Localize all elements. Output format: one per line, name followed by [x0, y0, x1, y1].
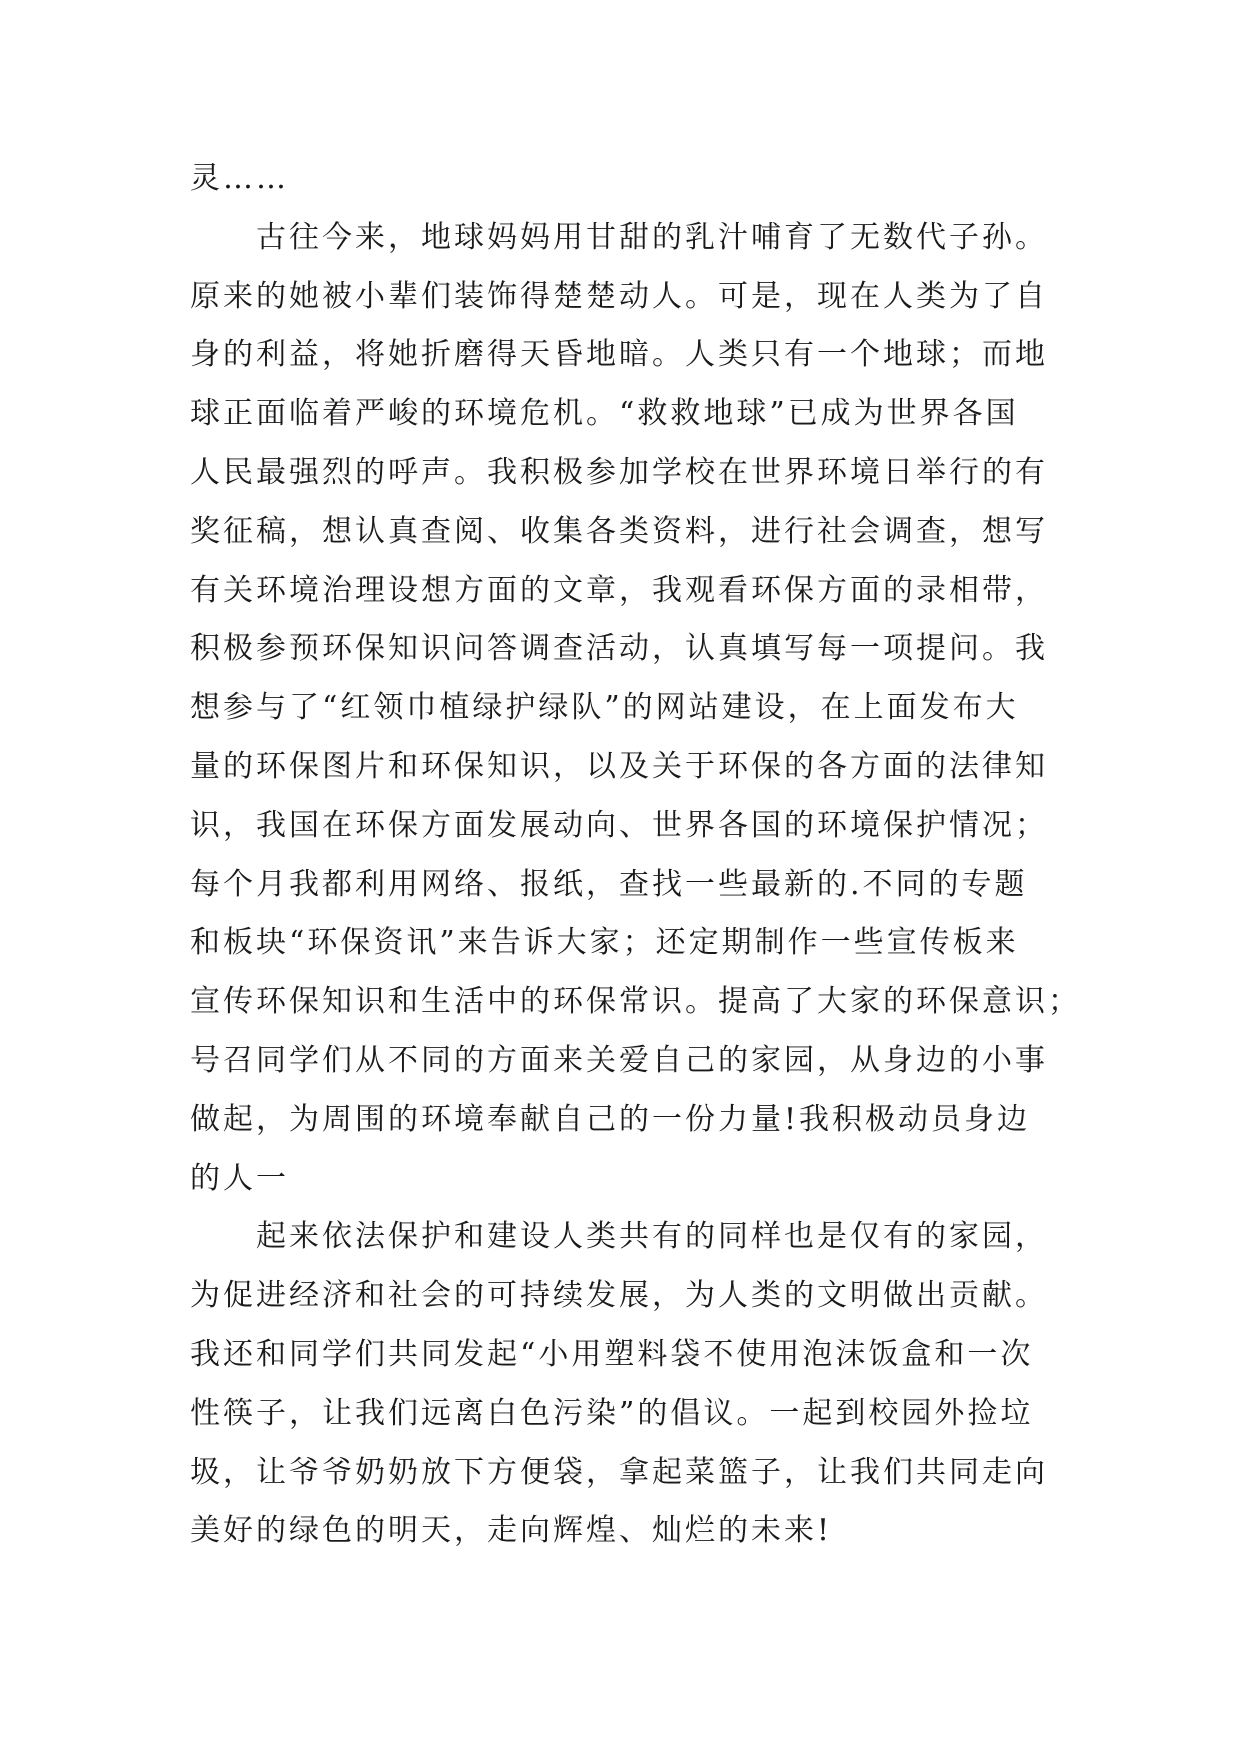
text-line: 身的利益，将她折磨得天昏地暗。人类只有一个地球；而地: [190, 337, 1048, 373]
text-line: 我还和同学们共同发起“小用塑料袋不使用泡沫饭盒和一次: [190, 1336, 1034, 1372]
text-line: 灵……: [190, 161, 289, 196]
text-line: 性筷子，让我们远离白色污染”的倡议。一起到校园外捡垃: [190, 1395, 1034, 1431]
text-line: 积极参预环保知识问答调查活动，认真填写每一项提问。我: [190, 631, 1048, 667]
text-line: 识，我国在环保方面发展动向、世界各国的环境保护情况；: [190, 807, 1048, 843]
text-line: 起来依法保护和建设人类共有的同样也是仅有的家园，: [256, 1219, 1048, 1255]
body-text: [190, 150, 1081, 1561]
text-line: 和板块“环保资讯”来告诉大家；还定期制作一些宣传板来: [190, 925, 1019, 961]
text-line: 球正面临着严峻的环境危机。“救救地球”已成为世界各国: [190, 396, 1019, 432]
text-line: 每个月我都利用网络、报纸，查找一些最新的.不同的专题: [190, 866, 1028, 902]
text-line: 有关环境治理设想方面的文章，我观看环保方面的录相带，: [190, 572, 1048, 608]
text-line: 圾，让爷爷奶奶放下方便袋，拿起菜篮子，让我们共同走向: [190, 1454, 1048, 1490]
text-line: 想参与了“红领巾植绿护绿队”的网站建设，在上面发布大: [190, 690, 1019, 726]
text-line: 号召同学们从不同的方面来关爱自己的家园，从身边的小事: [190, 1042, 1048, 1078]
text-line: 古往今来，地球妈妈用甘甜的乳汁哺育了无数代子孙。: [256, 219, 1048, 255]
text-line: 美好的绿色的明天，走向辉煌、灿烂的未来!: [190, 1513, 833, 1549]
text-line: 人民最强烈的呼声。我积极参加学校在世界环境日举行的有: [190, 454, 1048, 490]
text-line: 做起，为周围的环境奉献自己的一份力量!我积极动员身边: [190, 1101, 1031, 1137]
text-line: 量的环保图片和环保知识，以及关于环保的各方面的法律知: [190, 748, 1048, 784]
text-line: 原来的她被小辈们装饰得楚楚动人。可是，现在人类为了自: [190, 278, 1048, 314]
text-line: 奖征稿，想认真查阅、收集各类资料，进行社会调查，想写: [190, 513, 1048, 549]
text-line: 宣传环保知识和生活中的环保常识。提高了大家的环保意识；: [190, 984, 1081, 1020]
text-line: 的人一: [190, 1160, 289, 1196]
text-line: 为促进经济和社会的可持续发展，为人类的文明做出贡献。: [190, 1278, 1048, 1314]
